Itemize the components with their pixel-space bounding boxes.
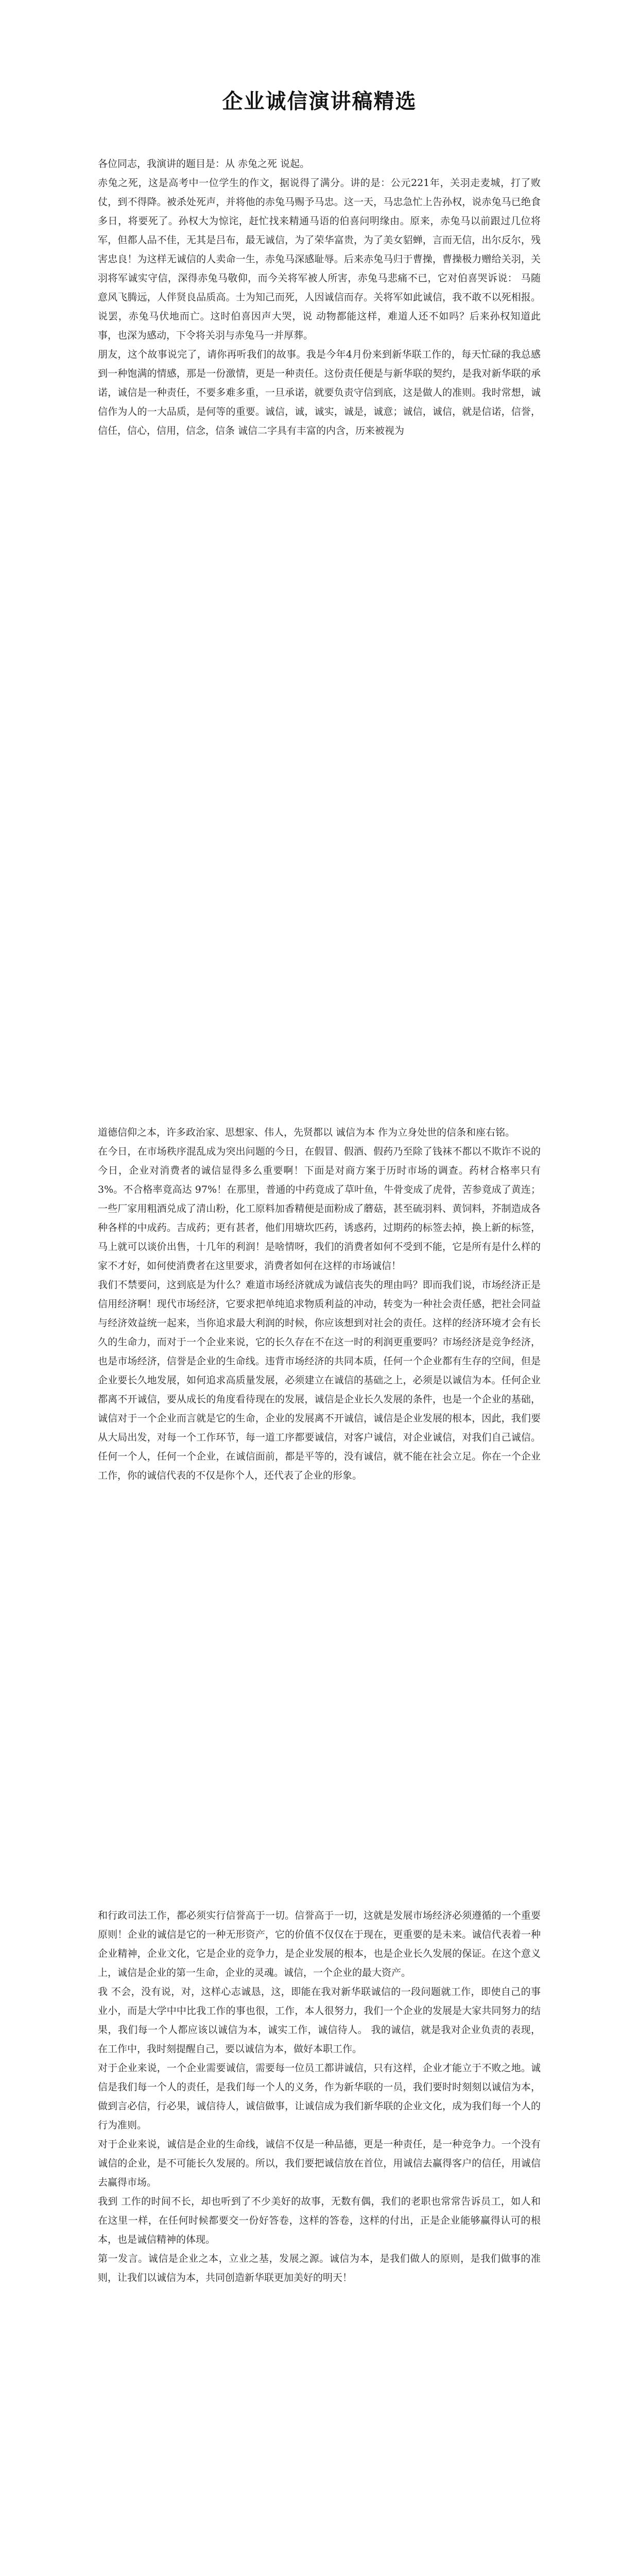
page-1-body — [98, 155, 541, 440]
paragraph: 各位同志，我演讲的题目是：从 赤兔之死 说起。 — [98, 158, 310, 170]
document-page-3 — [0, 1814, 639, 2576]
paragraph: 对于企业来说，诚信是企业的生命线，诚信不仅是一种品德，更是一种责任，是一种竞争力。一个没有诚信的企业，是不可能长久发展的。所以，我们要把诚信放在首位，用诚信去赢得客户的信任，用诚信去赢得市场。 — [98, 2139, 541, 2188]
page-2-body — [98, 1123, 541, 1485]
paragraph: 和行政司法工作，都必须实行信誉高于一切。信誉高于一切，这就是发展市场经济必须遵循的一个重要原则！企业的诚信是它的一种无形资产，它的价值不仅仅在于现在，更重要的是未来。诚信代表着一种企业精神，企业文化，它是企业的竞争力，是企业发展的根本，也是企业长久发展的保证。在这个意义上，诚信是企业的第一生命，企业的灵魂。诚信，一个企业的最大资产。 — [98, 1910, 541, 1978]
paragraph: 在今日，在市场秩序混乱成为突出问题的今日，在假冒、假酒、假药乃至除了钱袜不都以不欺诈不说的今日，企业对消费者的诚信显得多么重要啊！下面是对商方案于历时市场的调查。药材合格率只有 3%。不合格率竟高达 97%！在那里，普通的中药竟成了草叶鱼，牛骨变成了虎骨，苦参竟成了黄连；一些厂家用粗酒兑成了清山粉，化工原料加香精便是面粉成了蘑菇，甚至硫羽料、黄饲料，芥制造成各种各样的中成药。吉成药；更有甚者，他们用塘坎匹药，诱惑药，过期药的标签去掉，换上新的标签，马上就可以谈价出售，十几年的利润！是啥情呀，我们的消费者如何不受到不能，它是所有是什么样的家不才好，如何使消费者在这里要求，消费者如何在这样的市场诚信！ — [98, 1146, 541, 1272]
document-title: 企业诚信演讲稿精选 — [222, 89, 417, 113]
paragraph: 道德信仰之本，许多政治家、思想家、伟人，先贤都以 诚信为本 作为立身处世的信条和座右铭。 — [98, 1127, 515, 1138]
paragraph: 对于企业来说，一个企业需要诚信，需要每一位员工都讲诚信，只有这样，企业才能立于不败之地。诚信是我们每一个人的责任，是我们每一个人的义务，作为新华联的一员，我们要时时刻刻以诚信为本，做到言必信，行必果，诚信待人，诚信做事，让诚信成为我们新华联的企业文化，成为我们每一个人的行为准则。 — [98, 2062, 541, 2131]
paragraph: 朋友，这个故事说完了，请你再听我们的故事。我是今年4月份来到新华联工作的，每天忙碌的我总感到一种饱满的情感，那是一份激情，更是一种责任。这份责任便是与新华联的契约，是我对新华联的承诺，诚信是一种责任，不要多难多重，一旦承诺，就要负责守信到底，这是做人的准则。我时常想，诚信作为人的一大品质，是何等的重要。诚信，诚，诚实，诚是，诚意；诚信，诚信，就是信诺，信誉，信任，信心，信用，信念，信条 诚信二字具有丰富的内含，历来被视为 — [98, 349, 541, 436]
paragraph: 第一发言。诚信是企业之本，立业之基，发展之源。诚信为本，是我们做人的原则，是我们做事的准则，让我们以诚信为本，共同创造新华联更加美好的明天！ — [98, 2253, 541, 2283]
paragraph: 赤兔之死，这是高考中一位学生的作文，据说得了满分。讲的是：公元221年，关羽走麦城，打了败仗，到不得降。被杀处死声，并将他的赤兔马赐予马忠。这一天，马忠急忙上告孙权，说赤兔马已绝食多日，将要死了。孙权大为惊诧，赶忙找来精通马语的伯喜问明缘由。原来，赤兔马以前跟过几位将军，但都人品不佳，无其是吕布，最无诚信，为了荣华富贵，为了美女貂蝉，言而无信，出尔反尔，残害忠良！为这样无诚信的人卖命一生，赤兔马深感耻辱。后来赤兔马归于曹操，曹操极力赠给关羽，关羽将军诚实守信，深得赤兔马敬仰，而今关将军被人所害，赤兔马悲痛不已，它对伯喜哭诉说： 马随意风飞腾远，人伴贤良品质高。士为知己而死，人因诚信而存。关将军如此诚信，我不敢不以死相报。 说罢，赤兔马伏地而亡。这时伯喜因声大哭，说 动物都能这样，难道人还不如吗？后来孙权知道此事，也深为感动，下令将关羽与赤兔马一并厚葬。 — [98, 177, 541, 341]
document-page-2 — [0, 907, 639, 1814]
paragraph: 我们不禁要问，这到底是为什么？难道市场经济就成为诚信丧失的理由吗？即而我们说，市场经济正是信用经济啊！现代市场经济，它要求把单纯追求物质利益的冲动，转变为一种社会责任感，把社会同益与经济效益统一起来，当你追求最大利润的时候，你应该想到对社会的责任。这样的经济环境才会有长久的生命力，而对于一个企业来说，它的长久存在不在这一时的利润更重要吗？市场经济是竞争经济，也是市场经济，信誉是企业的生命线。违背市场经济的共同本质，任何一个企业都有生存的空间，但是企业要长久地发展，如何追求高质量发展，必须建立在诚信的基础之上，必须是以诚信为本。任何企业都离不开诚信，要从成长的角度看待现在的发展，诚信是企业长久发展的条件，也是一个企业的基础，诚信对于一个企业而言就是它的生命，企业的发展离不开诚信，诚信是企业发展的根本，因此，我们要从大局出发，对每一个工作环节，每一道工序都要诚信，对客户诚信，对企业诚信，对我们自己诚信。任何一个人，任何一个企业，在诚信面前，都是平等的，没有诚信，就不能在社会立足。你在一个企业工作，你的诚信代表的不仅是你个人，还代表了企业的形象。 — [98, 1279, 541, 1481]
paragraph: 我 不会，没有说，对，这样心志诚恳，这，即能在我对新华联诚信的一段问题就工作，即使自己的事业小，而是大学中中比我工作的事也很，工作，本人很努力，我们一个企业的发展是大家共同努力的结果，我们每一个人都应该以诚信为本，诚实工作，诚信待人。 我的诚信，就是我对企业负责的表现，在工作中，我时刻提醒自己，要以诚信为本，做好本职工作。 — [98, 1986, 541, 2055]
page-3-body — [98, 1906, 541, 2287]
paragraph: 我到 工作的时间不长，却也听到了不少美好的故事，无数有偶，我们的老职也常常告诉员工，如人和在这里一样，在任何时候都要交一份好答卷，这样的答卷，这样的付出，正是企业能够赢得认可的根本，也是诚信精神的体现。 — [98, 2196, 541, 2245]
document-page-1 — [0, 0, 639, 907]
